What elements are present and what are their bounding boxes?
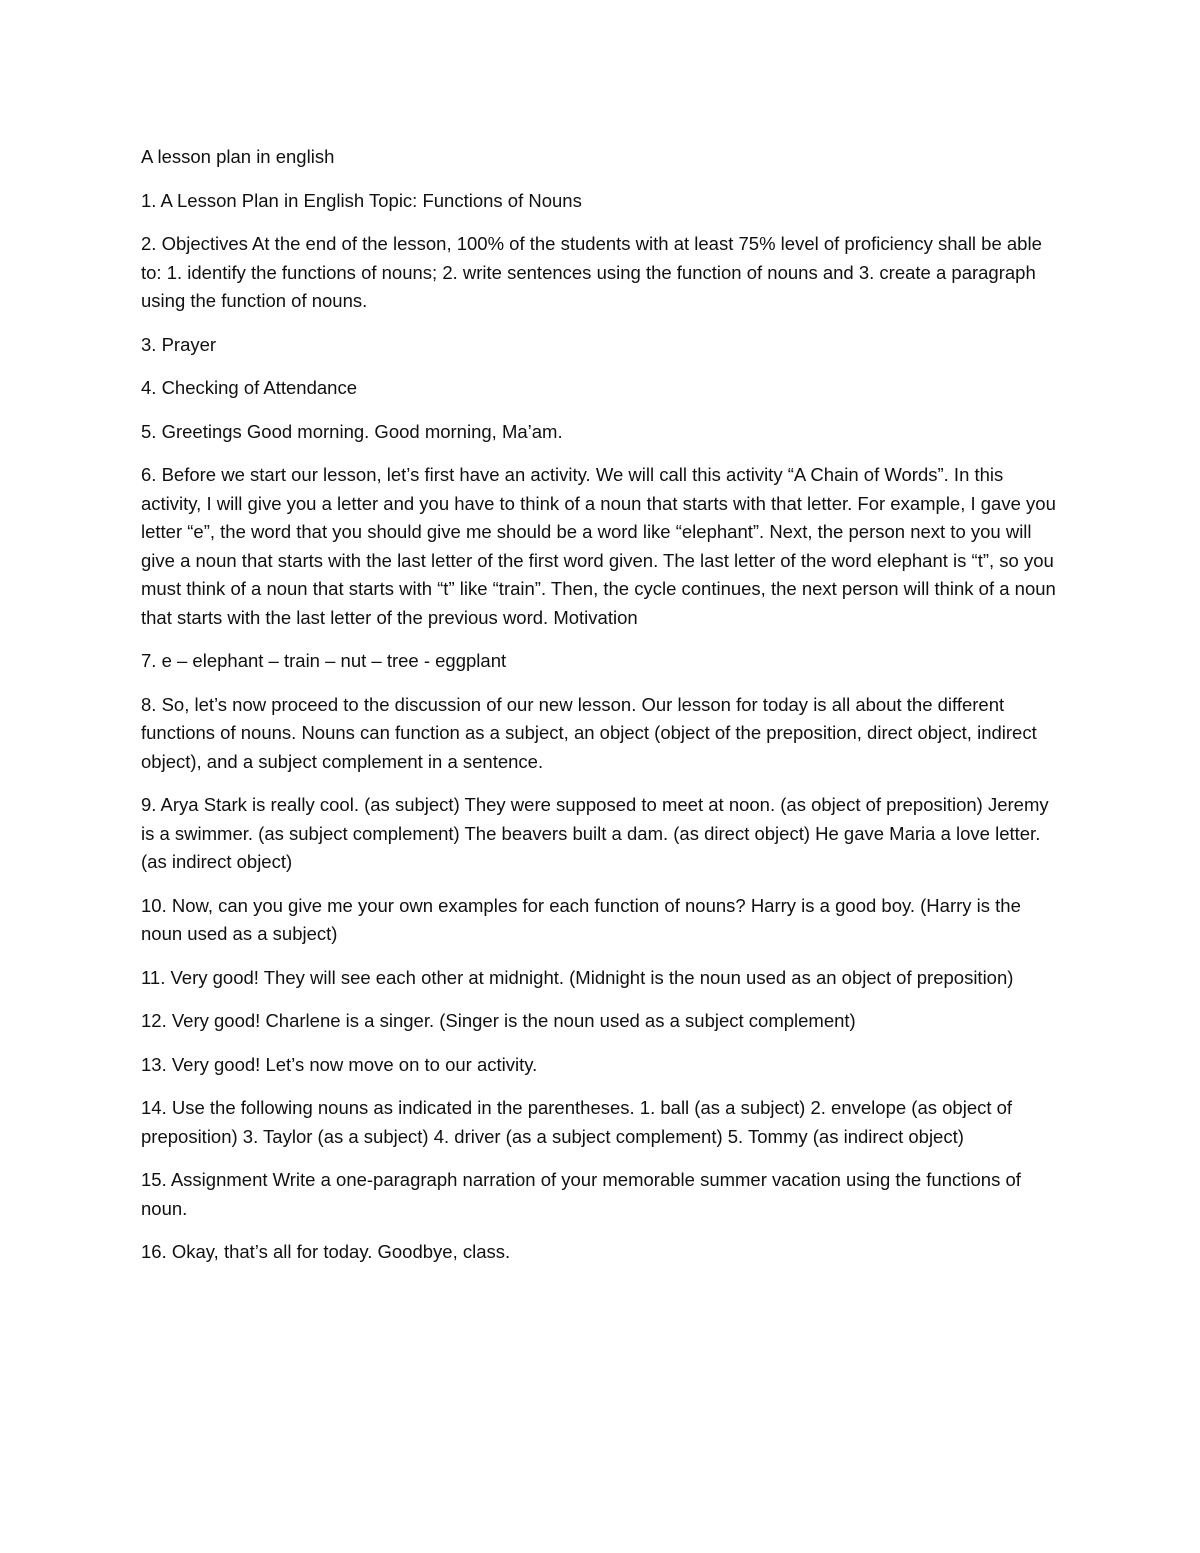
- paragraph-2: 2. Objectives At the end of the lesson, 100% of the students with at least 75% level of proficiency shall be able to: 1. identify the functions of nouns; 2. write sentences using the function of nouns and 3. create a paragraph using the function of nouns.: [141, 233, 1042, 311]
- document-title: A lesson plan in english: [141, 146, 335, 167]
- paragraph-16: 16. Okay, that’s all for today. Goodbye, class.: [141, 1241, 511, 1262]
- paragraph-9: 9. Arya Stark is really cool. (as subject) They were supposed to meet at noon. (as object of preposition) Jeremy is a swimmer. (as subject complement) The beavers built a dam. (as direct object) He gave Maria a love letter. (as indirect object): [141, 794, 1049, 872]
- paragraph-10: 10. Now, can you give me your own examples for each function of nouns? Harry is a good boy. (Harry is the noun used as a subject): [141, 894, 1021, 944]
- paragraph-6: 6. Before we start our lesson, let’s first have an activity. We will call this activity “A Chain of Words”. In this activity, I will give you a letter and you have to think of a noun that starts with that letter. For example, I gave you letter “e”, the word that you should give me should be a word like “elephant”. Next, the person next to you will give a noun that starts with the last letter of the first word given. The last letter of the word elephant is “t”, so you must think of a noun that starts with “t” like “train”. Then, the cycle continues, the next person will think of a noun that starts with the last letter of the previous word. Motivation: [141, 464, 1056, 628]
- paragraph-15: 15. Assignment Write a one-paragraph narration of your memorable summer vacation using the functions of noun.: [141, 1169, 1021, 1219]
- paragraph-1: 1. A Lesson Plan in English Topic: Functions of Nouns: [141, 189, 582, 211]
- paragraph-13: 13. Very good! Let’s now move on to our activity.: [141, 1053, 538, 1075]
- paragraph-12: 12. Very good! Charlene is a singer. (Singer is the noun used as a subject complement): [141, 1010, 856, 1031]
- paragraph-7: 7. e – elephant – train – nut – tree - eggplant: [141, 650, 507, 671]
- paragraph-5: 5. Greetings Good morning. Good morning, Ma’am.: [141, 420, 563, 442]
- paragraph-3: 3. Prayer: [141, 333, 217, 355]
- paragraph-14: 14. Use the following nouns as indicated in the parentheses. 1. ball (as a subject) 2. envelope (as object of preposition) 3. Taylor (as a subject) 4. driver (as a subject complement) 5. Tommy (as indirect object): [141, 1097, 1013, 1147]
- paragraph-8: 8. So, let’s now proceed to the discussion of our new lesson. Our lesson for today is all about the different functions of nouns. Nouns can function as a subject, an object (object of the preposition, direct object, indirect object), and a subject complement in a sentence.: [141, 693, 1037, 772]
- paragraph-4: 4. Checking of Attendance: [141, 377, 357, 398]
- paragraph-11: 11. Very good! They will see each other at midnight. (Midnight is the noun used as an object of preposition): [141, 966, 1014, 988]
